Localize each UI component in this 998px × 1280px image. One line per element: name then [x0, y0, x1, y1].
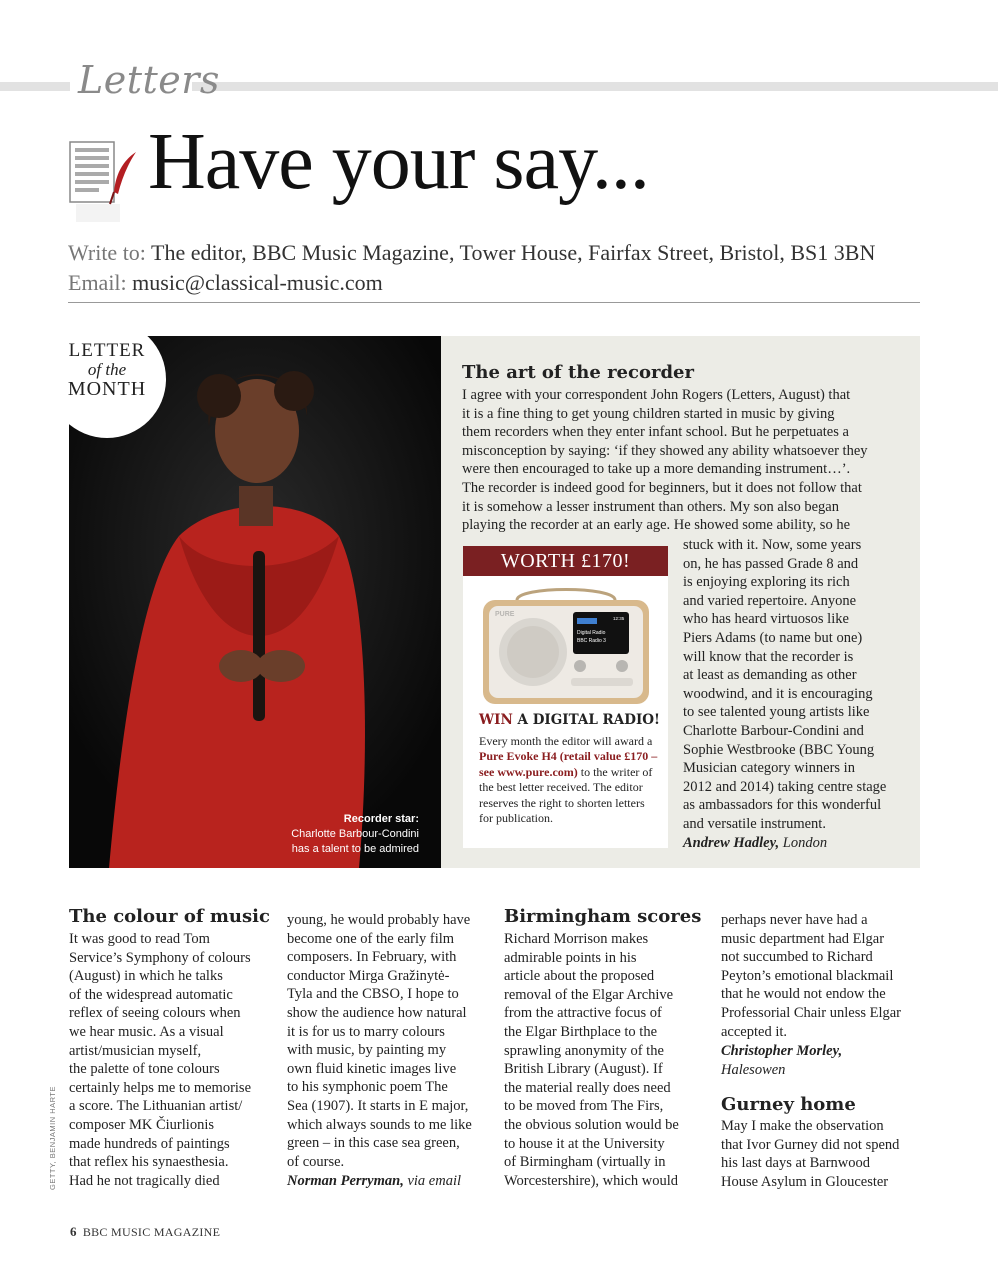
page-number: 6 [70, 1224, 77, 1239]
email-address[interactable]: music@classical-music.com [132, 270, 383, 295]
text-line: made hundreds of paintings [69, 1135, 230, 1152]
text-line: green – in this case sea green, [287, 1135, 460, 1152]
radio-brand-logo: PURE [495, 611, 515, 618]
text-line: is enjoying exploring its rich [683, 574, 850, 591]
text-line: to see talented young artists like [683, 704, 870, 721]
text-line: the palette of tone colours [69, 1061, 220, 1078]
digital-radio-illustration [477, 586, 655, 706]
text-line: them recorders when they enter infant school. But he perpetuates a [462, 424, 849, 441]
header-rule-left [0, 82, 70, 91]
prize-text: to the writer of the best letter received. The editor reserves the right to shorten letters for publication. [479, 764, 653, 826]
radio-screen-line: BBC Radio 3 [577, 638, 606, 644]
text-line: and varied repertoire. Anyone [683, 592, 857, 609]
signature-place: via email [407, 1173, 462, 1189]
text-line: on, he has passed Grade 8 and [683, 555, 859, 572]
text-line: Piers Adams (to name but one) [683, 629, 863, 646]
text-line: Had he not tragically died [69, 1172, 220, 1189]
text-line: own fluid kinetic images live [287, 1060, 457, 1077]
letter-body [462, 386, 912, 535]
email-label: Email: [68, 270, 127, 295]
text-line: Peyton’s emotional blackmail [721, 967, 894, 984]
text-line: misconception by saying: ‘if they showed any ability whatsoever they [462, 442, 868, 459]
badge-line: LETTER [68, 340, 146, 361]
text-line: It was good to read Tom [69, 931, 210, 947]
text-line: composer MK Čiurlionis [69, 1116, 214, 1133]
text-line: not succumbed to Richard [721, 949, 873, 966]
text-line: at least as demanding as other [683, 667, 857, 684]
signature-place: Halesowen [721, 1061, 786, 1078]
radio-screen-line: Digital Radio [577, 630, 606, 636]
letter-of-the-month-badge [48, 320, 166, 438]
letter-body-col2 [287, 911, 492, 1171]
text-line: music department had Elgar [721, 930, 885, 947]
text-line: artist/musician myself, [69, 1042, 202, 1059]
text-line: to his symphonic poem The [287, 1079, 448, 1096]
text-line: accepted it. [721, 1023, 788, 1040]
text-line: removal of the Elgar Archive [504, 986, 674, 1003]
signature-name: Andrew Hadley, [683, 835, 780, 851]
text-line: Worcestershire), which would [504, 1172, 678, 1189]
text-line: that Ivor Gurney did not spend [721, 1136, 900, 1153]
text-line: with music, by painting my [287, 1042, 447, 1059]
signature-name: Christopher Morley, [721, 1043, 843, 1059]
letter-body-col4 [721, 911, 926, 1041]
text-line: perhaps never have had a [721, 912, 868, 928]
text-line: as ambassadors for this wonderful [683, 797, 882, 814]
text-line: of Birmingham (virtually in [504, 1154, 666, 1171]
text-line: stuck with it. Now, some years [683, 537, 862, 553]
signature-place: London [782, 835, 828, 851]
text-line: article about the proposed [504, 968, 655, 985]
postal-address: The editor, BBC Music Magazine, Tower House, Fairfax Street, Bristol, BS1 3BN [151, 240, 876, 265]
write-label: Write to: [68, 240, 146, 265]
text-line: Sophie Westbrooke (BBC Young [683, 741, 875, 758]
text-line: the obvious solution would be [504, 1116, 679, 1133]
text-line: British Library (August). If [504, 1061, 663, 1078]
text-line: that he would not endow the [721, 986, 886, 1003]
text-line: it is somehow a lesser instrument than others. My son also began [462, 498, 839, 515]
text-line: The recorder is indeed good for beginners, but it does not follow that [462, 479, 862, 496]
text-line: the Elgar Birthplace to the [504, 1023, 658, 1040]
text-line: young, he would probably have [287, 912, 471, 928]
prize-product: Pure Evoke H4 (retail value £170 – see www.pure.com) [479, 749, 658, 779]
header-rule-right [192, 82, 998, 91]
text-line: to be moved from The Firs, [504, 1098, 664, 1115]
text-line: (August) in which he talks [69, 968, 223, 985]
letter-body-col1 [69, 930, 274, 1190]
win-label: WIN [479, 712, 513, 728]
prize-text: Every month the editor will award a [479, 734, 653, 748]
text-line: Sea (1907). It starts in E major, [287, 1097, 469, 1114]
text-line: we hear music. As a visual [69, 1023, 224, 1040]
caption-line: Charlotte Barbour-Condini [291, 828, 419, 840]
letter-heading: The colour of music [69, 906, 270, 927]
photo-caption [291, 812, 419, 857]
section-label: Letters [78, 58, 220, 102]
text-line: woodwind, and it is encouraging [683, 685, 873, 702]
text-line: become one of the early film [287, 930, 455, 947]
letter-signature [287, 1172, 461, 1191]
contact-block [68, 238, 875, 298]
letter-heading: The art of the recorder [462, 362, 694, 383]
text-line: his last days at Barnwood [721, 1155, 871, 1172]
text-line: sprawling anonymity of the [504, 1042, 664, 1059]
prize-terms [479, 734, 661, 826]
text-line: were then encouraged to take up a more demanding instrument…’. [462, 461, 851, 478]
letter-heading: Gurney home [721, 1094, 856, 1115]
letter-body-gurney [721, 1117, 926, 1191]
text-line: 2012 and 2014) taking centre stage [683, 778, 887, 795]
radio-screen-time: 12:35 [613, 616, 625, 621]
text-line: Tyla and the CBSO, I hope to [287, 986, 459, 1003]
page-title: Have your say... [148, 118, 649, 206]
text-line: which always sounds to me like [287, 1116, 472, 1133]
text-line: that reflex his synaesthesia. [69, 1154, 229, 1171]
text-line: Richard Morrison makes [504, 931, 649, 947]
letter-body-col3 [504, 930, 709, 1190]
badge-line: MONTH [67, 378, 147, 400]
text-line: from the attractive focus of [504, 1005, 662, 1022]
win-text: A DIGITAL RADIO! [517, 712, 660, 728]
prize-box [463, 546, 668, 848]
text-line: to house it at the University [504, 1135, 665, 1152]
letter-body-continued [683, 536, 915, 834]
text-line: certainly helps me to memorise [69, 1079, 252, 1096]
prize-heading [479, 712, 660, 728]
text-line: conductor Mirga Gražinytė- [287, 967, 450, 984]
text-line: Musician category winners in [683, 760, 855, 777]
text-line: admirable points in his [504, 949, 637, 966]
letter-heading: Birmingham scores [504, 906, 702, 927]
badge-line: of the [87, 360, 127, 379]
magazine-name: BBC MUSIC MAGAZINE [82, 1225, 221, 1239]
text-line: it is for us to marry colours [287, 1023, 445, 1040]
text-line: May I make the observation [721, 1118, 884, 1134]
text-line: Charlotte Barbour-Condini and [683, 722, 864, 739]
signature-name: Norman Perryman, [287, 1173, 404, 1189]
text-line: a score. The Lithuanian artist/ [69, 1098, 243, 1115]
letter-signature [721, 1042, 842, 1079]
text-line: of course. [287, 1153, 345, 1170]
caption-line: has a talent to be admired [291, 843, 419, 855]
text-line: of the widespread automatic [69, 986, 233, 1003]
paper-quill-icon [66, 138, 144, 224]
text-line: who has heard virtuosos like [683, 611, 849, 628]
text-line: I agree with your correspondent John Rogers (Letters, August) that [462, 387, 851, 403]
text-line: Service’s Symphony of colours [69, 949, 251, 966]
text-line: House Asylum in Gloucester [721, 1173, 889, 1190]
photo-credit: GETTY, BENJAMIN HARTE [48, 1086, 57, 1190]
text-line: reflex of seeing colours when [69, 1005, 241, 1022]
page-footer [70, 1224, 220, 1240]
caption-title: Recorder star: [343, 813, 419, 825]
prize-worth-banner: WORTH £170! [463, 546, 668, 576]
text-line: the material really does need [504, 1079, 671, 1096]
text-line: Professorial Chair unless Elgar [721, 1004, 902, 1021]
text-line: it is a fine thing to get young children started in music by giving [462, 405, 835, 422]
text-line: and versatile instrument. [683, 815, 826, 832]
text-line: composers. In February, with [287, 949, 457, 966]
text-line: will know that the recorder is [683, 648, 854, 665]
letter-signature [683, 834, 827, 853]
text-line: playing the recorder at an early age. He showed some ability, so he [462, 517, 851, 534]
text-line: show the audience how natural [287, 1004, 467, 1021]
header-divider [68, 302, 920, 303]
